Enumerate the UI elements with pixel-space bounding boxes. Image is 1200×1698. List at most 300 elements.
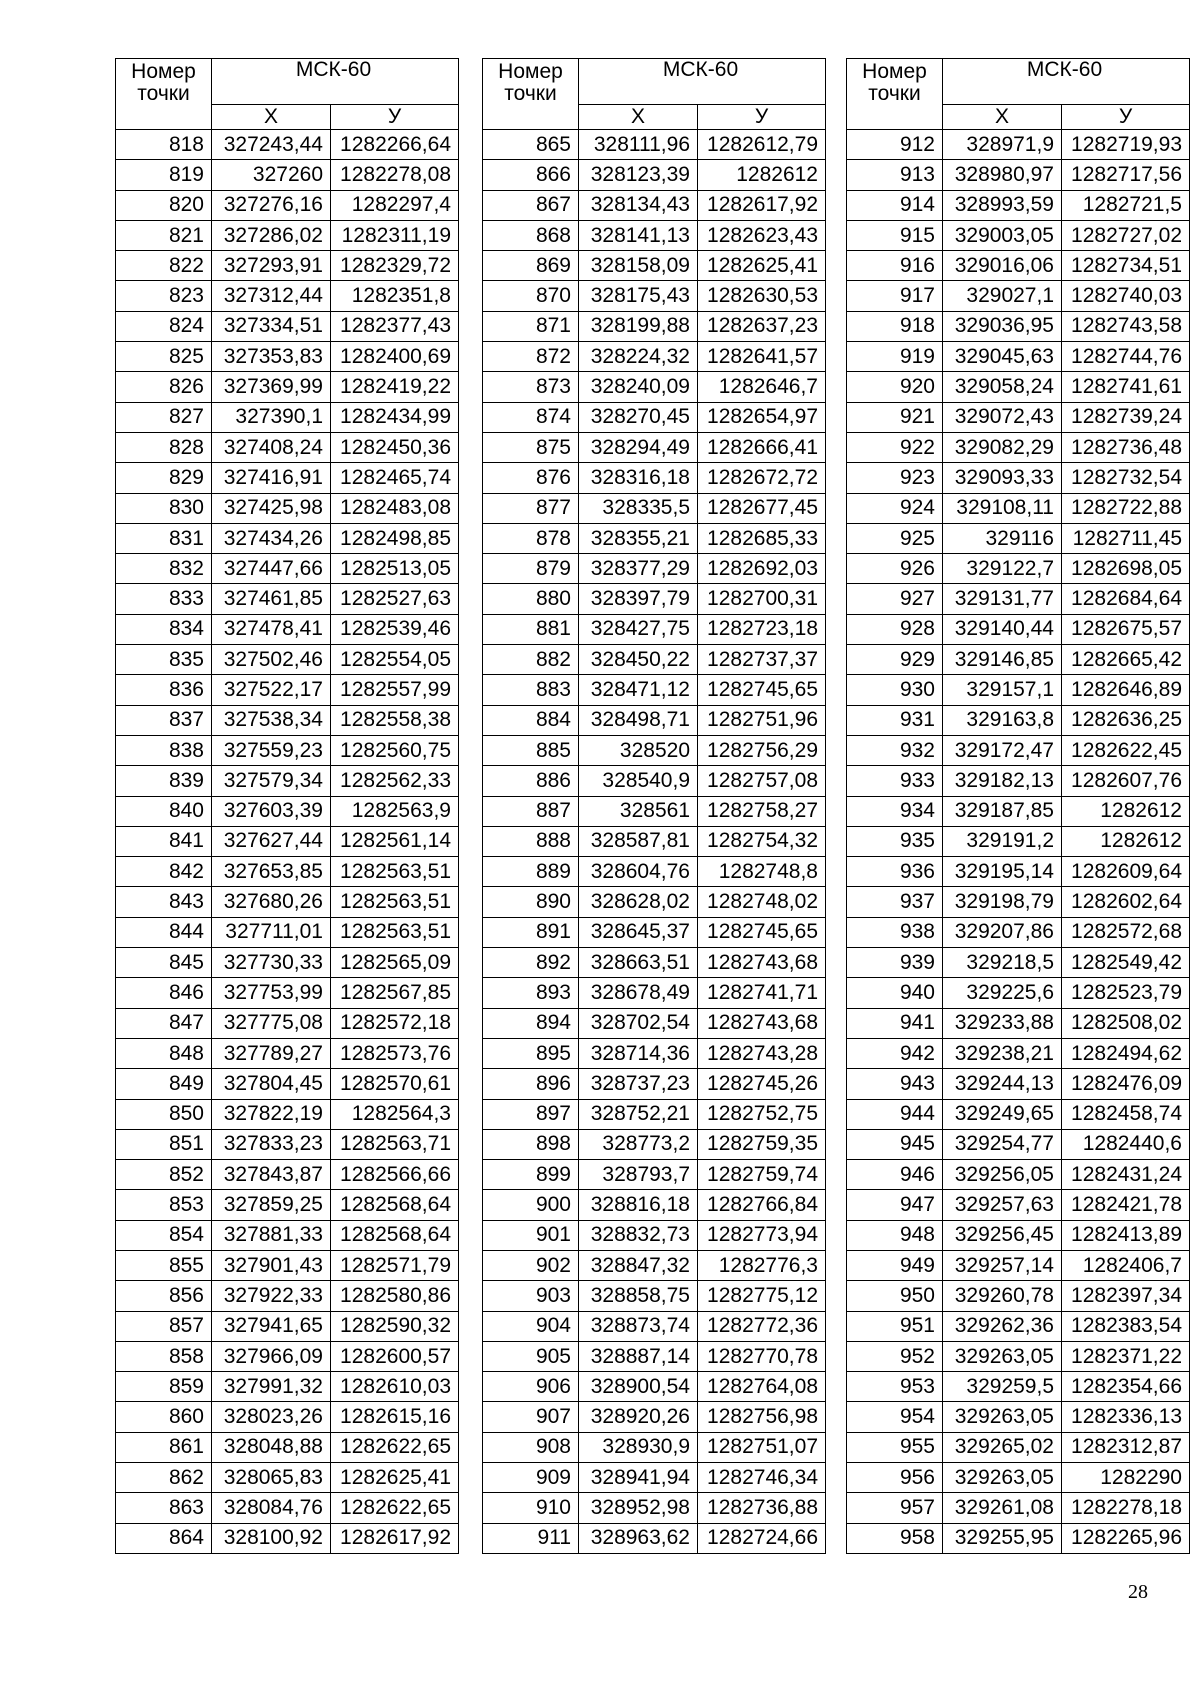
x-coordinate-cell: 328111,96 [579,130,698,160]
y-coordinate-cell: 1282336,13 [1062,1402,1190,1432]
x-coordinate-cell: 328858,75 [579,1281,698,1311]
point-number-cell: 835 [116,645,212,675]
y-coordinate-cell: 1282483,08 [331,493,459,523]
point-number-cell: 845 [116,948,212,978]
table-row [847,1523,1190,1553]
x-coordinate-cell: 329207,86 [943,917,1062,947]
x-coordinate-cell: 329263,05 [943,1341,1062,1371]
y-coordinate-cell: 1282572,18 [331,1008,459,1038]
point-number-cell: 907 [483,1402,579,1432]
point-number-cell: 850 [116,1099,212,1129]
y-coordinate-cell: 1282563,9 [331,796,459,826]
x-coordinate-cell: 328678,49 [579,978,698,1008]
table-row [483,1493,826,1523]
point-number-cell: 896 [483,1069,579,1099]
point-number-cell: 838 [116,735,212,765]
table-row [847,978,1190,1008]
y-coordinate-cell: 1282711,45 [1062,523,1190,553]
point-number-cell: 913 [847,160,943,190]
x-coordinate-cell: 327843,87 [212,1160,331,1190]
table-row [483,1190,826,1220]
point-number-cell: 833 [116,584,212,614]
x-coordinate-cell: 329108,11 [943,493,1062,523]
header-point-line2: точки [504,82,557,105]
table-row [847,1341,1190,1371]
y-coordinate-cell: 1282566,66 [331,1160,459,1190]
table-row [847,1190,1190,1220]
point-number-cell: 953 [847,1372,943,1402]
table-row [483,675,826,705]
table-row [847,130,1190,160]
point-number-cell: 950 [847,1281,943,1311]
x-coordinate-cell: 327478,41 [212,614,331,644]
y-coordinate-cell: 1282278,18 [1062,1493,1190,1523]
point-number-cell: 890 [483,887,579,917]
point-number-cell: 864 [116,1523,212,1553]
point-number-cell: 944 [847,1099,943,1129]
point-number-cell: 925 [847,523,943,553]
y-coordinate-cell: 1282734,51 [1062,251,1190,281]
point-number-cell: 948 [847,1220,943,1250]
y-coordinate-cell: 1282637,23 [698,311,826,341]
x-coordinate-cell: 328628,02 [579,887,698,917]
coordinate-table-3 [846,58,1190,1554]
y-coordinate-cell: 1282549,42 [1062,948,1190,978]
y-coordinate-cell: 1282723,18 [698,614,826,644]
x-coordinate-cell: 328134,43 [579,190,698,220]
point-number-cell: 917 [847,281,943,311]
point-number-cell: 894 [483,1008,579,1038]
table-row [847,1281,1190,1311]
table-row [116,1493,459,1523]
table-row [847,1038,1190,1068]
point-number-cell: 842 [116,857,212,887]
x-coordinate-cell: 329093,33 [943,463,1062,493]
point-number-cell: 837 [116,705,212,735]
point-number-cell: 840 [116,796,212,826]
table-row [116,857,459,887]
table-row [847,1220,1190,1250]
point-number-cell: 895 [483,1038,579,1068]
y-coordinate-cell: 1282623,43 [698,220,826,250]
y-coordinate-cell: 1282752,75 [698,1099,826,1129]
y-coordinate-cell: 1282400,69 [331,342,459,372]
table-row [483,857,826,887]
y-coordinate-cell: 1282700,31 [698,584,826,614]
x-coordinate-cell: 328450,22 [579,645,698,675]
table-row [847,1069,1190,1099]
table-row [483,948,826,978]
x-coordinate-cell: 327416,91 [212,463,331,493]
table-row [116,1341,459,1371]
table-row [116,251,459,281]
point-number-cell: 904 [483,1311,579,1341]
x-coordinate-cell: 329233,88 [943,1008,1062,1038]
y-coordinate-cell: 1282675,57 [1062,614,1190,644]
table-row [483,463,826,493]
y-coordinate-cell: 1282617,92 [698,190,826,220]
column-header-point-number [483,59,579,130]
point-number-cell: 825 [116,342,212,372]
point-number-cell: 914 [847,190,943,220]
point-number-cell: 822 [116,251,212,281]
table-row [116,887,459,917]
point-number-cell: 941 [847,1008,943,1038]
table-row [116,1250,459,1280]
x-coordinate-cell: 328737,23 [579,1069,698,1099]
y-coordinate-cell: 1282297,4 [331,190,459,220]
x-coordinate-cell: 329255,95 [943,1523,1062,1553]
point-number-cell: 937 [847,887,943,917]
x-coordinate-cell: 327408,24 [212,432,331,462]
y-coordinate-cell: 1282612 [1062,796,1190,826]
table-row [847,220,1190,250]
table-row [847,342,1190,372]
x-coordinate-cell: 327804,45 [212,1069,331,1099]
x-coordinate-cell: 328471,12 [579,675,698,705]
y-coordinate-cell: 1282612 [698,160,826,190]
point-number-cell: 900 [483,1190,579,1220]
point-number-cell: 885 [483,735,579,765]
x-coordinate-cell: 327753,99 [212,978,331,1008]
x-coordinate-cell: 327369,99 [212,372,331,402]
table-row [847,584,1190,614]
table-row [483,735,826,765]
point-number-cell: 909 [483,1463,579,1493]
point-number-cell: 919 [847,342,943,372]
table-row [483,1099,826,1129]
y-coordinate-cell: 1282745,26 [698,1069,826,1099]
point-number-cell: 847 [116,1008,212,1038]
y-coordinate-cell: 1282772,36 [698,1311,826,1341]
point-number-cell: 910 [483,1493,579,1523]
y-coordinate-cell: 1282421,78 [1062,1190,1190,1220]
point-number-cell: 827 [116,402,212,432]
y-coordinate-cell: 1282568,64 [331,1190,459,1220]
column-header-y: У [1062,105,1190,130]
table-row [116,432,459,462]
header-point-line1: Номер [131,60,196,83]
y-coordinate-cell: 1282743,68 [698,1008,826,1038]
x-coordinate-cell: 329082,29 [943,432,1062,462]
table-row [847,735,1190,765]
x-coordinate-cell: 328199,88 [579,311,698,341]
x-coordinate-cell: 328930,9 [579,1432,698,1462]
table-row [483,1069,826,1099]
x-coordinate-cell: 327559,23 [212,735,331,765]
point-number-cell: 877 [483,493,579,523]
table-row [483,1129,826,1159]
point-number-cell: 849 [116,1069,212,1099]
point-number-cell: 928 [847,614,943,644]
point-number-cell: 879 [483,554,579,584]
table-row [116,1220,459,1250]
y-coordinate-cell: 1282476,09 [1062,1069,1190,1099]
point-number-cell: 818 [116,130,212,160]
y-coordinate-cell: 1282564,3 [331,1099,459,1129]
y-coordinate-cell: 1282554,05 [331,645,459,675]
table-row [847,493,1190,523]
x-coordinate-cell: 329198,79 [943,887,1062,917]
point-number-cell: 897 [483,1099,579,1129]
point-number-cell: 912 [847,130,943,160]
x-coordinate-cell: 328971,9 [943,130,1062,160]
table-row [116,1129,459,1159]
x-coordinate-cell: 329036,95 [943,311,1062,341]
point-number-cell: 830 [116,493,212,523]
x-coordinate-cell: 327941,65 [212,1311,331,1341]
x-coordinate-cell: 327789,27 [212,1038,331,1068]
point-number-cell: 874 [483,402,579,432]
y-coordinate-cell: 1282692,03 [698,554,826,584]
point-number-cell: 886 [483,766,579,796]
x-coordinate-cell: 328773,2 [579,1129,698,1159]
table-row [116,1190,459,1220]
point-number-cell: 829 [116,463,212,493]
point-number-cell: 958 [847,1523,943,1553]
table-row [116,402,459,432]
x-coordinate-cell: 327991,32 [212,1372,331,1402]
point-number-cell: 882 [483,645,579,675]
y-coordinate-cell: 1282759,35 [698,1129,826,1159]
table-row [847,523,1190,553]
y-coordinate-cell: 1282741,71 [698,978,826,1008]
column-header-x: X [943,105,1062,130]
y-coordinate-cell: 1282766,84 [698,1190,826,1220]
table-row [116,1281,459,1311]
x-coordinate-cell: 329218,5 [943,948,1062,978]
table-row [847,1493,1190,1523]
x-coordinate-cell: 328520 [579,735,698,765]
point-number-cell: 891 [483,917,579,947]
x-coordinate-cell: 329182,13 [943,766,1062,796]
y-coordinate-cell: 1282590,32 [331,1311,459,1341]
point-number-cell: 862 [116,1463,212,1493]
y-coordinate-cell: 1282736,48 [1062,432,1190,462]
point-number-cell: 952 [847,1341,943,1371]
y-coordinate-cell: 1282746,34 [698,1463,826,1493]
point-number-cell: 927 [847,584,943,614]
y-coordinate-cell: 1282602,64 [1062,887,1190,917]
y-coordinate-cell: 1282612,79 [698,130,826,160]
point-number-cell: 932 [847,735,943,765]
table-row [847,554,1190,584]
x-coordinate-cell: 329122,7 [943,554,1062,584]
x-coordinate-cell: 328887,14 [579,1341,698,1371]
point-number-cell: 957 [847,1493,943,1523]
column-header-coordinate-system: МСК-60 [212,59,459,105]
point-number-cell: 901 [483,1220,579,1250]
x-coordinate-cell: 329256,45 [943,1220,1062,1250]
table-row [847,796,1190,826]
column-header-coordinate-system: МСК-60 [579,59,826,105]
x-coordinate-cell: 328100,92 [212,1523,331,1553]
y-coordinate-cell: 1282562,33 [331,766,459,796]
table-row [483,978,826,1008]
x-coordinate-cell: 327293,91 [212,251,331,281]
table-row [116,220,459,250]
y-coordinate-cell: 1282498,85 [331,523,459,553]
x-coordinate-cell: 328604,76 [579,857,698,887]
table-row [483,887,826,917]
table-row [116,1311,459,1341]
point-number-cell: 929 [847,645,943,675]
x-coordinate-cell: 328587,81 [579,826,698,856]
x-coordinate-cell: 328561 [579,796,698,826]
x-coordinate-cell: 327627,44 [212,826,331,856]
point-number-cell: 860 [116,1402,212,1432]
y-coordinate-cell: 1282523,79 [1062,978,1190,1008]
table-row [847,1008,1190,1038]
table-row [847,463,1190,493]
table-row [116,1463,459,1493]
x-coordinate-cell: 329238,21 [943,1038,1062,1068]
y-coordinate-cell: 1282745,65 [698,675,826,705]
table-row [483,311,826,341]
point-number-cell: 945 [847,1129,943,1159]
y-coordinate-cell: 1282397,34 [1062,1281,1190,1311]
point-number-cell: 824 [116,311,212,341]
y-coordinate-cell: 1282561,14 [331,826,459,856]
table-row [847,675,1190,705]
table-row [847,311,1190,341]
point-number-cell: 955 [847,1432,943,1462]
x-coordinate-cell: 329027,1 [943,281,1062,311]
y-coordinate-cell: 1282764,08 [698,1372,826,1402]
table-row [116,796,459,826]
y-coordinate-cell: 1282745,65 [698,917,826,947]
x-coordinate-cell: 327859,25 [212,1190,331,1220]
point-number-cell: 868 [483,220,579,250]
y-coordinate-cell: 1282568,64 [331,1220,459,1250]
x-coordinate-cell: 327243,44 [212,130,331,160]
y-coordinate-cell: 1282558,38 [331,705,459,735]
y-coordinate-cell: 1282622,65 [331,1493,459,1523]
point-number-cell: 905 [483,1341,579,1371]
x-coordinate-cell: 327286,02 [212,220,331,250]
y-coordinate-cell: 1282615,16 [331,1402,459,1432]
x-coordinate-cell: 327579,34 [212,766,331,796]
table-row [847,1129,1190,1159]
y-coordinate-cell: 1282494,62 [1062,1038,1190,1068]
column-header-x: X [212,105,331,130]
x-coordinate-cell: 328832,73 [579,1220,698,1250]
point-number-cell: 853 [116,1190,212,1220]
table-row [483,1250,826,1280]
y-coordinate-cell: 1282458,74 [1062,1099,1190,1129]
table-row [483,372,826,402]
y-coordinate-cell: 1282646,89 [1062,675,1190,705]
y-coordinate-cell: 1282413,89 [1062,1220,1190,1250]
x-coordinate-cell: 329116 [943,523,1062,553]
y-coordinate-cell: 1282630,53 [698,281,826,311]
point-number-cell: 939 [847,948,943,978]
y-coordinate-cell: 1282758,27 [698,796,826,826]
y-coordinate-cell: 1282736,88 [698,1493,826,1523]
y-coordinate-cell: 1282563,51 [331,917,459,947]
table-row [847,857,1190,887]
y-coordinate-cell: 1282759,74 [698,1160,826,1190]
x-coordinate-cell: 327390,1 [212,402,331,432]
point-number-cell: 931 [847,705,943,735]
y-coordinate-cell: 1282450,36 [331,432,459,462]
table-row [847,251,1190,281]
x-coordinate-cell: 329256,05 [943,1160,1062,1190]
y-coordinate-cell: 1282527,63 [331,584,459,614]
y-coordinate-cell: 1282312,87 [1062,1432,1190,1462]
x-coordinate-cell: 329244,13 [943,1069,1062,1099]
y-coordinate-cell: 1282563,51 [331,857,459,887]
x-coordinate-cell: 329263,05 [943,1463,1062,1493]
table-row [847,826,1190,856]
x-coordinate-cell: 328900,54 [579,1372,698,1402]
table-row [847,645,1190,675]
y-coordinate-cell: 1282609,64 [1062,857,1190,887]
table-row [847,705,1190,735]
x-coordinate-cell: 329140,44 [943,614,1062,644]
x-coordinate-cell: 327538,34 [212,705,331,735]
header-point-line2: точки [868,82,921,105]
point-number-cell: 851 [116,1129,212,1159]
point-number-cell: 924 [847,493,943,523]
x-coordinate-cell: 329262,36 [943,1311,1062,1341]
table-row [483,826,826,856]
table-row [116,1008,459,1038]
y-coordinate-cell: 1282685,33 [698,523,826,553]
y-coordinate-cell: 1282719,93 [1062,130,1190,160]
point-number-cell: 876 [483,463,579,493]
point-number-cell: 887 [483,796,579,826]
table-row [483,1281,826,1311]
x-coordinate-cell: 328141,13 [579,220,698,250]
table-row [847,1372,1190,1402]
y-coordinate-cell: 1282563,71 [331,1129,459,1159]
y-coordinate-cell: 1282383,54 [1062,1311,1190,1341]
x-coordinate-cell: 329254,77 [943,1129,1062,1159]
table-row [116,766,459,796]
table-row [483,160,826,190]
x-coordinate-cell: 327822,19 [212,1099,331,1129]
y-coordinate-cell: 1282743,68 [698,948,826,978]
point-number-cell: 834 [116,614,212,644]
y-coordinate-cell: 1282371,22 [1062,1341,1190,1371]
point-number-cell: 863 [116,1493,212,1523]
table-row [483,281,826,311]
table-row [847,160,1190,190]
header-point-line1: Номер [498,60,563,83]
x-coordinate-cell: 328963,62 [579,1523,698,1553]
table-row [483,614,826,644]
point-number-cell: 946 [847,1160,943,1190]
x-coordinate-cell: 327775,08 [212,1008,331,1038]
column-header-point-number [116,59,212,130]
table-row [116,493,459,523]
point-number-cell: 935 [847,826,943,856]
table-row [116,523,459,553]
point-number-cell: 923 [847,463,943,493]
point-number-cell: 915 [847,220,943,250]
x-coordinate-cell: 328752,21 [579,1099,698,1129]
table-row [847,948,1190,978]
x-coordinate-cell: 329265,02 [943,1432,1062,1462]
table-row [483,1432,826,1462]
table-row [116,735,459,765]
x-coordinate-cell: 329249,65 [943,1099,1062,1129]
table-row [847,372,1190,402]
point-number-cell: 820 [116,190,212,220]
point-number-cell: 930 [847,675,943,705]
y-coordinate-cell: 1282539,46 [331,614,459,644]
